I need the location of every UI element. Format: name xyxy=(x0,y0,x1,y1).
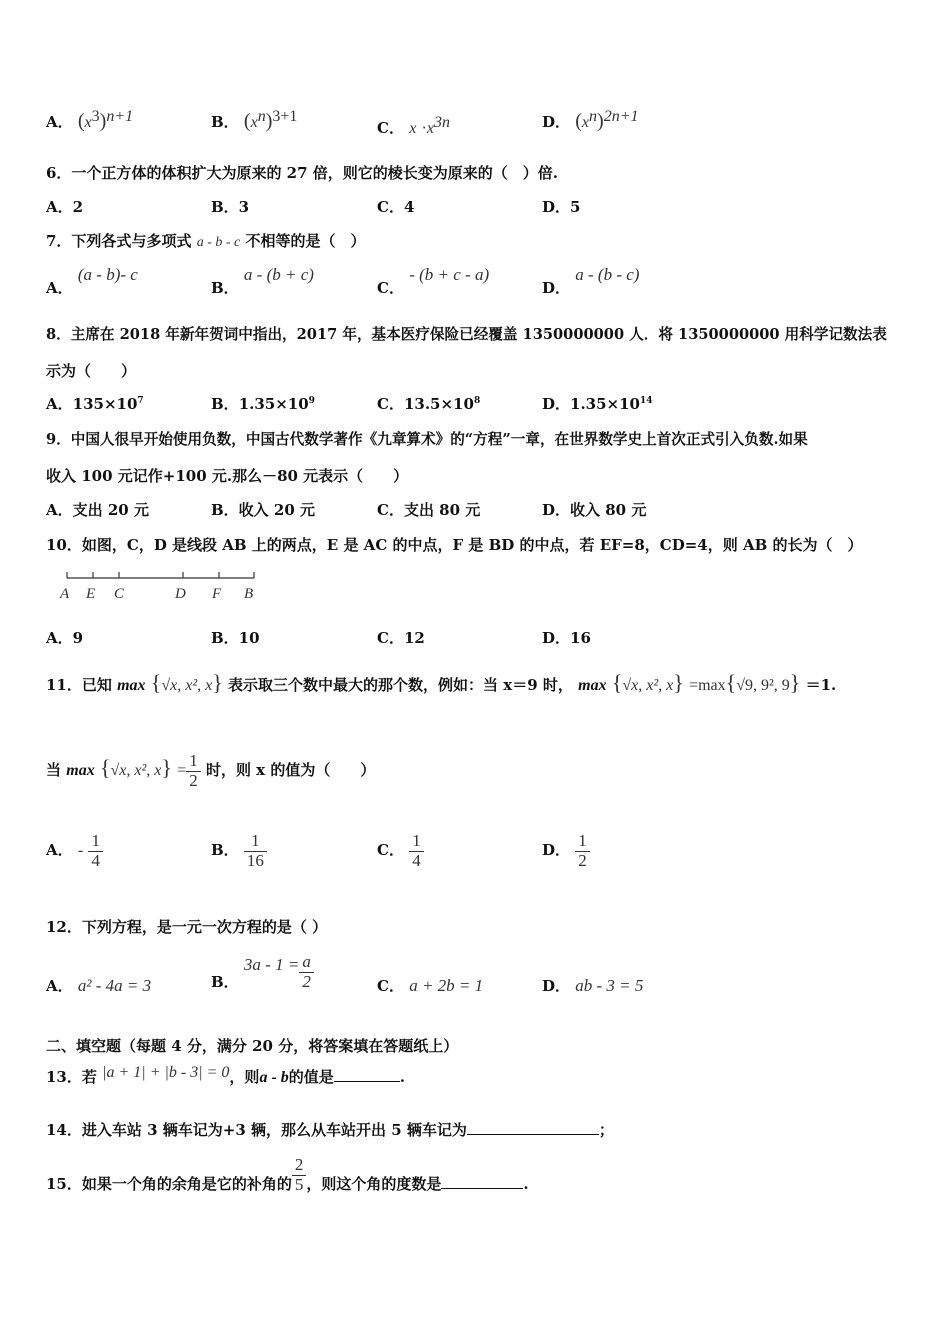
q5-option-a xyxy=(46,108,133,133)
set-expression: √x, x², x xyxy=(622,677,674,694)
asked-expression: a - b xyxy=(259,1069,289,1086)
denominator: 4 xyxy=(412,850,421,870)
condition-expression: |a + 1| + |b - 3| = 0 xyxy=(102,1064,230,1081)
option-label: D． xyxy=(542,977,571,995)
q7-option-a xyxy=(46,264,138,297)
option-expression: a + 2b = 1 xyxy=(409,976,484,995)
option-label: A． xyxy=(46,395,73,413)
denominator: 2 xyxy=(578,850,587,870)
option-label: A． xyxy=(46,977,73,995)
paren: ) xyxy=(597,110,604,132)
segment-diagram xyxy=(60,568,270,588)
inner-exponent: n xyxy=(257,108,266,125)
option-expression: a² - 4a = 3 xyxy=(77,976,152,995)
paren: ) xyxy=(99,110,107,132)
option-label: D． xyxy=(542,395,571,413)
brace-close: } xyxy=(789,670,801,695)
max-label: max xyxy=(66,762,95,780)
mantissa: 1.35×10 xyxy=(238,395,309,413)
numerator: 1 xyxy=(88,832,103,852)
point-label-f: F xyxy=(212,586,222,602)
q8-stem-line1: 8．主席在 2018 年新年贺词中指出，2017 年，基本医疗保险已经覆盖 1350000000 人．将 1350000000 用科学记数法表 xyxy=(46,326,887,343)
numerator: a xyxy=(299,953,314,973)
option-expression: a - (b + c) xyxy=(243,265,314,284)
end-mark: . xyxy=(399,1068,406,1086)
outer-exponent: n+1 xyxy=(106,108,134,125)
option-label: D． xyxy=(542,279,571,297)
q10-option-d: D．16 xyxy=(542,629,591,647)
mantissa: 1.35×10 xyxy=(570,395,640,413)
numerator: 2 xyxy=(292,1156,307,1176)
q9-stem-line1: 9．中国人很早开始使用负数，中国古代数学著作《九章算术》的“方程”一章，在世界数学史上首次正式引入负数.如果 xyxy=(46,431,808,448)
question-text: 14．进入车站 3 辆车记为+3 辆，那么从车站开出 5 辆车记为 xyxy=(46,1121,467,1139)
numerator: 1 xyxy=(409,832,424,852)
answer-blank[interactable] xyxy=(467,1134,599,1135)
numerator: 1 xyxy=(575,832,590,852)
q11-stem-line2 xyxy=(46,752,375,790)
dot: · xyxy=(421,120,427,137)
point-label-e: E xyxy=(86,586,96,602)
q6-option-a: A．2 xyxy=(46,198,84,216)
q13-stem xyxy=(46,1066,405,1087)
base: x xyxy=(84,114,92,131)
option-label: C． xyxy=(377,841,404,860)
line2-prefix: 当 xyxy=(46,761,62,780)
q11-stem-line1 xyxy=(46,670,836,696)
option-label: D． xyxy=(542,841,571,860)
option-expression: 3a - 1 = xyxy=(243,955,300,975)
q6-option-d: D．5 xyxy=(542,198,581,216)
answer-blank[interactable] xyxy=(334,1081,400,1082)
fraction xyxy=(299,953,314,991)
option-label: B． xyxy=(211,395,239,413)
outer-exponent: 3+1 xyxy=(272,108,298,125)
q10-option-c: C．12 xyxy=(377,629,425,647)
q12-option-c xyxy=(377,975,483,996)
stem-prefix: 7．下列各式与多项式 xyxy=(46,232,192,250)
q8-option-b xyxy=(211,393,315,414)
option-label: A． xyxy=(46,279,73,297)
set-expression: √x, x², x xyxy=(161,677,213,694)
suffix: 的值是 xyxy=(288,1068,334,1086)
exponent: 3n xyxy=(433,114,450,131)
exponent: 7 xyxy=(137,396,144,406)
q7-option-d xyxy=(542,264,640,297)
point-label-b: B xyxy=(244,586,254,602)
fraction xyxy=(244,832,267,870)
q12-option-d xyxy=(542,975,643,996)
option-label: C． xyxy=(377,395,404,413)
option-label: A． xyxy=(46,841,73,860)
example-set: √9, 9², 9 xyxy=(736,677,790,694)
q5-option-d xyxy=(542,108,639,133)
point-label-c: C xyxy=(114,586,125,602)
inner-exponent: n xyxy=(589,108,598,125)
prefix: 13．若 xyxy=(46,1068,97,1086)
exponent: 9 xyxy=(308,396,315,406)
option-label: B． xyxy=(211,113,239,131)
q11-option-c xyxy=(377,832,424,870)
option-label: B． xyxy=(211,841,239,860)
option-label: B． xyxy=(211,973,239,992)
brace-open: { xyxy=(725,670,737,695)
stem-b: 表示取三个数中最大的那个数，例如：当 xyxy=(228,676,499,694)
paren: ) xyxy=(265,110,273,132)
numerator: 1 xyxy=(244,832,267,852)
fraction xyxy=(292,1156,307,1194)
end-mark: . xyxy=(523,1175,529,1194)
q9-option-a: A．支出 20 元 xyxy=(46,501,149,519)
equals: = xyxy=(177,762,187,780)
stem-c: x＝9 时， xyxy=(503,676,573,694)
q5-option-c xyxy=(377,114,450,138)
prefix: 15．如果一个角的余角是它的补角的 xyxy=(46,1175,292,1194)
set-expression: √x, x², x xyxy=(110,762,162,780)
fraction xyxy=(575,832,590,870)
denominator: 16 xyxy=(246,850,264,870)
mantissa: 13.5×10 xyxy=(403,395,474,413)
brace-open: { xyxy=(611,670,623,695)
denominator: 4 xyxy=(91,850,100,870)
q6-option-b: B．3 xyxy=(211,198,250,216)
q10-option-b: B．10 xyxy=(211,629,260,647)
fraction xyxy=(186,752,201,790)
brace-open: { xyxy=(150,670,162,695)
q11-option-b xyxy=(211,832,267,870)
line2-suffix: 时，则 x 的值为（ ） xyxy=(205,761,376,780)
point-label-a: A xyxy=(60,586,70,602)
brace-close: } xyxy=(212,670,223,695)
q8-option-a xyxy=(46,393,144,414)
q10-option-a: A．9 xyxy=(46,629,84,647)
option-expression: (a - b)- c xyxy=(77,265,138,284)
option-expression: a - (b - c) xyxy=(575,265,640,284)
point-label-d: D xyxy=(175,586,186,602)
q8-stem-line2: 示为（ ） xyxy=(46,362,137,380)
stem-expression: a - b - c xyxy=(196,235,241,250)
section2-title: 二、填空题（每题 4 分，满分 20 分，将答案填在答题纸上） xyxy=(46,1037,459,1055)
option-label: C． xyxy=(377,279,404,297)
suffix: ，则这个角的度数是 xyxy=(306,1175,442,1194)
max-label: max xyxy=(117,677,146,694)
option-label: C． xyxy=(377,119,404,137)
q5-option-b xyxy=(211,108,297,133)
q7-stem xyxy=(46,230,365,251)
answer-blank[interactable] xyxy=(441,1188,523,1189)
example-rhs: =max xyxy=(689,677,726,694)
q14-stem xyxy=(46,1119,614,1140)
inner-exponent: 3 xyxy=(91,108,100,125)
brace-close: } xyxy=(673,670,684,695)
paren: ( xyxy=(243,110,251,132)
option-expression: ab - 3 = 5 xyxy=(575,976,644,995)
brace-close: } xyxy=(161,755,172,781)
fraction xyxy=(88,832,103,870)
q9-option-b: B．收入 20 元 xyxy=(211,501,315,519)
q9-option-d: D．收入 80 元 xyxy=(542,501,647,519)
paren: ( xyxy=(575,110,582,132)
denominator: 2 xyxy=(302,971,311,991)
q7-option-c xyxy=(377,264,490,297)
q8-option-c xyxy=(377,393,480,414)
outer-exponent: 2n+1 xyxy=(603,108,639,125)
paren: ( xyxy=(77,110,85,132)
q7-option-b xyxy=(211,264,314,297)
exponent: 14 xyxy=(640,396,653,406)
end-mark: ； xyxy=(598,1121,614,1139)
stem-suffix: 不相等的是（ ） xyxy=(245,232,366,250)
q9-option-c: C．支出 80 元 xyxy=(377,501,481,519)
factor-a: x xyxy=(409,120,417,137)
q8-option-d xyxy=(542,393,653,414)
fraction xyxy=(409,832,424,870)
factor-b: x xyxy=(426,120,434,137)
q11-option-a xyxy=(46,832,103,870)
mantissa: 135×10 xyxy=(72,395,138,413)
middle: ，则 xyxy=(229,1068,260,1086)
option-label: C． xyxy=(377,977,404,995)
denominator: 5 xyxy=(294,1174,304,1194)
exponent: 8 xyxy=(473,396,481,406)
denominator: 2 xyxy=(189,770,198,790)
base: x xyxy=(581,114,590,131)
q12-stem: 12．下列方程，是一元一次方程的是（ ） xyxy=(46,918,328,936)
example-result: ＝1. xyxy=(805,676,837,694)
option-label: B． xyxy=(211,279,239,297)
q12-option-b xyxy=(211,953,314,991)
q9-stem-line2: 收入 100 元记作+100 元.那么－80 元表示（ ） xyxy=(46,467,409,485)
q10-stem: 10．如图，C，D 是线段 AB 上的两点，E 是 AC 的中点，F 是 BD 的中点，若 EF=8，CD=4，则 AB 的长为（ ） xyxy=(46,536,863,554)
option-label: A． xyxy=(46,113,73,131)
option-label: D． xyxy=(542,113,571,131)
max-label: max xyxy=(578,677,607,694)
sign: - xyxy=(77,842,84,860)
q6-option-c: C．4 xyxy=(377,198,415,216)
numerator: 1 xyxy=(186,752,201,772)
stem-a: 11．已知 xyxy=(46,676,112,694)
q15-stem xyxy=(46,1156,529,1194)
q12-option-a xyxy=(46,975,151,996)
brace-open: { xyxy=(99,755,111,781)
q6-stem: 6．一个正方体的体积扩大为原来的 27 倍，则它的棱长变为原来的（ ）倍. xyxy=(46,164,558,182)
option-expression: - (b + c - a) xyxy=(409,265,490,284)
base: x xyxy=(250,114,258,131)
q11-option-d xyxy=(542,832,590,870)
